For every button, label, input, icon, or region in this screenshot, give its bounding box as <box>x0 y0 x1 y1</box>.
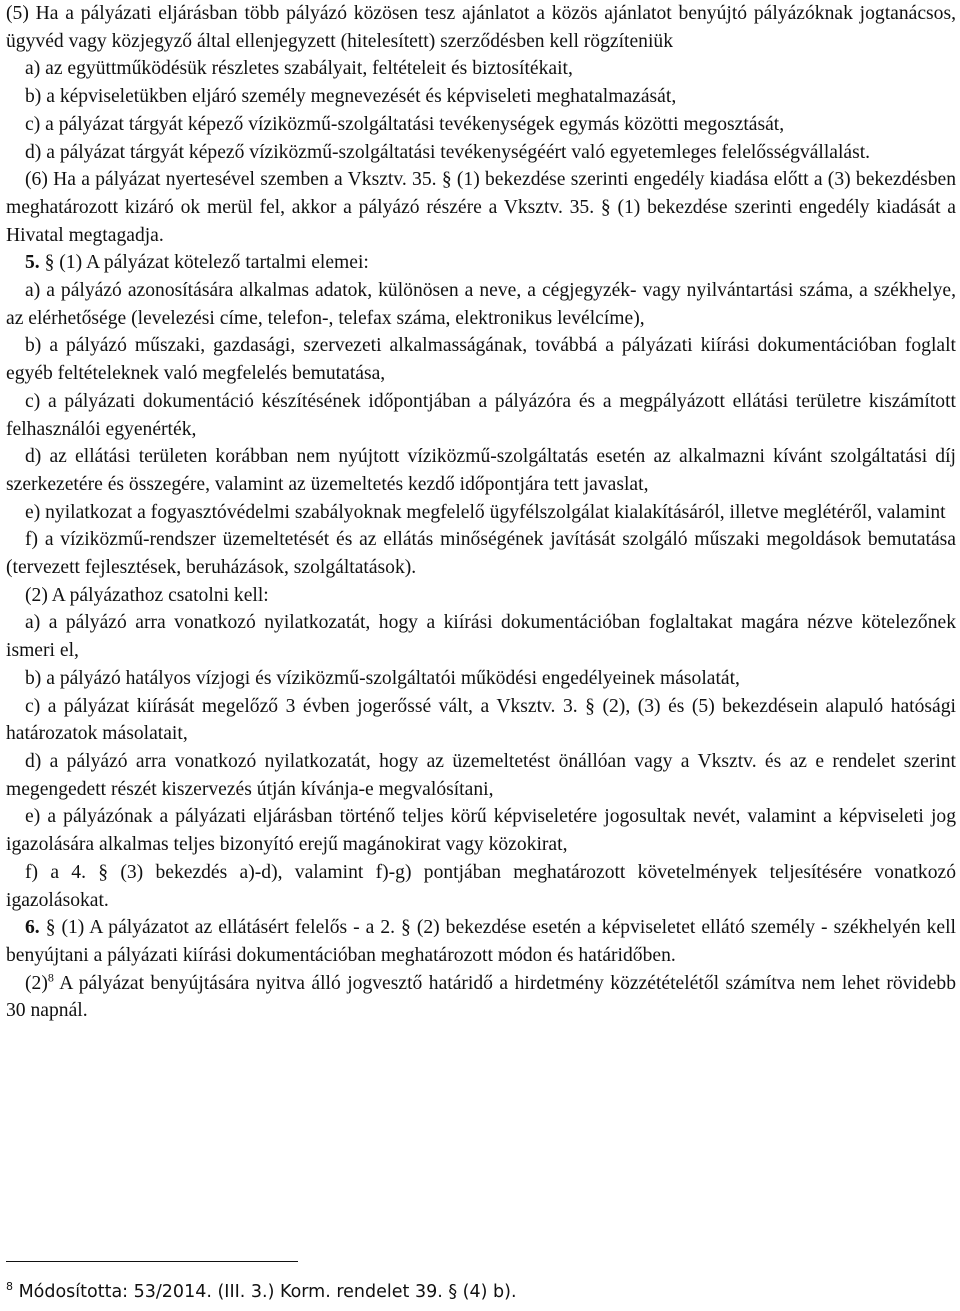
paragraph-6: (6) Ha a pályázat nyertesével szemben a Vksztv. 35. § (1) bekezdése szerinti engedély kiadása előtt a (3) bekezdésben meghatározott kizáró ok merül fel, akkor a pályázó részére a Vksztv. 35. § (1) bekezdése szerinti engedély kiadását a Hivatal megtagadja. <box>6 169 956 246</box>
list-item-s5f: f) a víziközmű-rendszer üzemeltetését és az ellátás minőségének javítását szolgáló műszaki megoldások bemutatása (tervezett fejlesztések, beruházások, szolgáltatások). <box>6 529 956 579</box>
list-item-s5c: c) a pályázati dokumentáció készítésének időpontjában a pályázóra és a megpályázott ellátási területre kiszámított felhasználói egyenérték, <box>6 390 956 440</box>
section-6-text: § (1) A pályázatot az ellátásért felelős - a 2. § (2) bekezdése esetén a képviseletet ellátó személy - székhelyén kell benyújtani a pályázati kiírási dokumentációban meghatározott módon és határidőben. <box>6 917 956 966</box>
list-item-5a: a) az együttműködésük részletes szabályait, feltételeit és biztosítékait, <box>25 58 573 80</box>
footnote-number: 8 <box>6 1280 13 1294</box>
list-item-5b: b) a képviseletükben eljáró személy megnevezését és képviseleti meghatalmazását, <box>25 86 677 108</box>
list-item-s5-2c: c) a pályázat kiírását megelőző 3 évben jogerőssé vált, a Vksztv. 3. § (2), (3) és (5) bekezdésein alapuló hatósági határozatok másolatait, <box>6 695 956 745</box>
section-number: 6. <box>25 917 40 939</box>
footnote-reference[interactable]: 8 <box>47 970 54 985</box>
list-item-s5-2d: d) a pályázó arra vonatkozó nyilatkozatát, hogy az üzemeltetést önállóan vagy a Vksztv. és az e rendelet szerint megengedett részét kiszervezés útján kívánja-e megvalósítani, <box>6 750 956 800</box>
section-6-2-text: A pályázat benyújtására nyitva álló jogvesztő határidő a hirdetmény közzétételétől számítva nem lehet rövidebb 30 napnál. <box>6 972 956 1022</box>
list-item-s5-2e: e) a pályázónak a pályázati eljárásban történő teljes körű képviseletére jogosultak nevét, valamint a képviseleti jog igazolására alkalmas teljes bizonyító erejű magánokirat vagy közokirat, <box>6 806 956 856</box>
footnote-divider <box>6 1261 298 1262</box>
footnote <box>6 1280 517 1304</box>
section-6-paragraph-2 <box>6 970 956 1025</box>
section-6-paragraph-1 <box>6 914 956 969</box>
list-item-s5-2a: a) a pályázó arra vonatkozó nyilatkozatát, hogy a kiírási dokumentációban foglaltakat magára nézve kötelezőnek ismeri el, <box>6 612 956 662</box>
list-item-s5-2b: b) a pályázó hatályos vízjogi és víziközmű-szolgáltatói működési engedélyeinek másolatát, <box>25 667 740 689</box>
list-item-s5a: a) a pályázó azonosítására alkalmas adatok, különösen a neve, a cégjegyzék- vagy nyilvántartási száma, a székhelye, az elérhetősége (levelezési címe, telefon-, telefax száma, elektronikus levélcíme), <box>6 280 956 329</box>
section-number: 5. <box>25 252 40 274</box>
paragraph-number: (2) <box>25 972 48 994</box>
list-item-5c: c) a pályázat tárgyát képező víziközmű-szolgáltatási tevékenységek egymás közötti megosztását, <box>25 113 785 135</box>
subsection-5-2: (2) A pályázathoz csatolni kell: <box>25 584 269 606</box>
list-item-s5-2f: f) a 4. § (3) bekezdés a)-d), valamint f)-g) pontjában meghatározott követelmények teljesítésére vonatkozó igazolásokat. <box>6 861 956 911</box>
list-item-s5e: e) nyilatkozat a fogyasztóvédelmi szabályoknak megfelelő ügyfélszolgálat kialakításáról, illetve meglétéről, valamint <box>25 501 946 523</box>
section-5-heading <box>6 249 956 277</box>
paragraph-5-intro: (5) Ha a pályázati eljárásban több pályázó közösen tesz ajánlatot a közös ajánlatot benyújtó pályázóknak jogtanácsos, ügyvéd vagy közjegyző által ellenjegyzett (hitelesített) szerződésben kell rögzíteniük <box>6 3 956 52</box>
document-body <box>6 0 956 1025</box>
footnote-text: Módosította: 53/2014. (III. 3.) Korm. rendelet 39. § (4) b). <box>13 1282 517 1302</box>
list-item-5d: d) a pályázat tárgyát képező víziközmű-szolgáltatási tevékenységéért való egyetemleges felelősségvállalást. <box>25 141 871 163</box>
list-item-s5b: b) a pályázó műszaki, gazdasági, szervezeti alkalmasságának, továbbá a pályázati kiírási dokumentációban foglalt egyéb feltételeknek való megfelelés bemutatása, <box>6 335 956 385</box>
list-item-s5d: d) az ellátási területen korábban nem nyújtott víziközmű-szolgáltatás esetén az alkalmazni kívánt szolgáltatási díj szerkezetére és összegére, valamint az üzemeltetés kezdő időpontjára tett javaslat, <box>6 446 956 495</box>
section-5-intro-text: § (1) A pályázat kötelező tartalmi elemei: <box>39 252 369 274</box>
